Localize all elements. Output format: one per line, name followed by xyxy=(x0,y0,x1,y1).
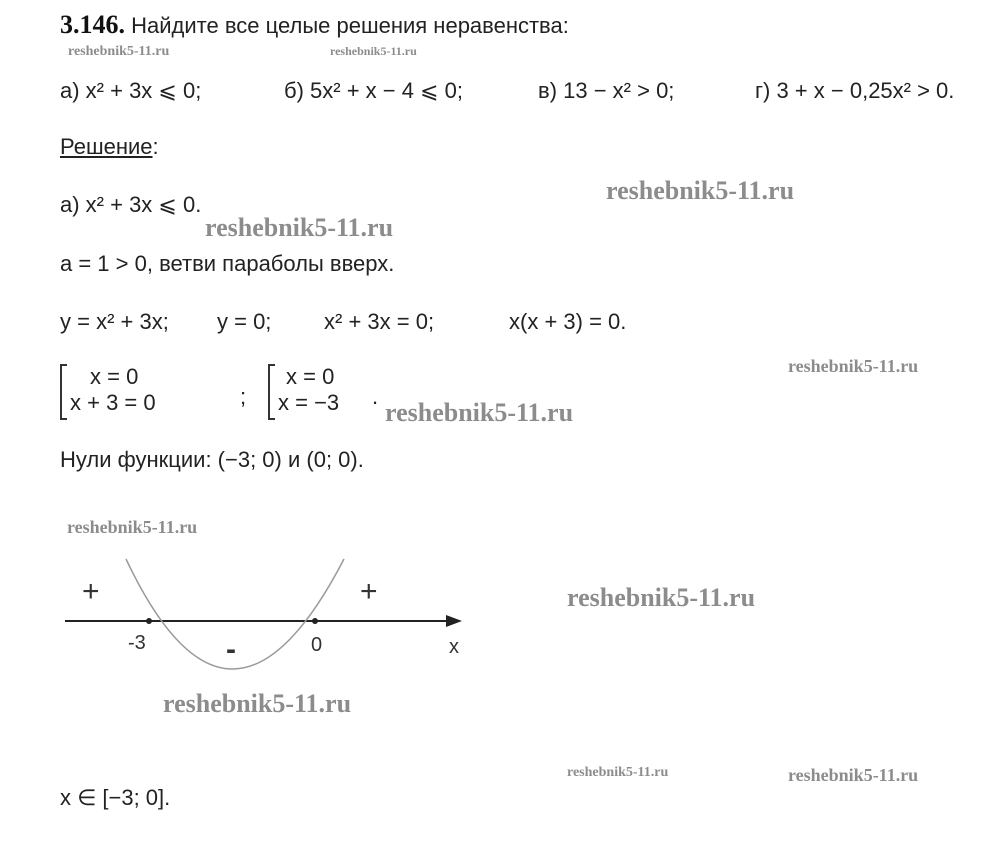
item-v xyxy=(538,80,674,102)
root-label-right: 0 xyxy=(311,634,323,656)
watermark: reshebnik5-11.ru xyxy=(67,517,198,537)
system-2-line-2: x = −3 xyxy=(278,390,340,415)
system-2-separator: . xyxy=(372,384,379,409)
x-axis-arrow-icon xyxy=(446,615,462,627)
system-2 xyxy=(268,364,388,424)
function-zeros: Нули функции: (−3; 0) и (0; 0). xyxy=(60,447,364,472)
watermark: reshebnik5-11.ru xyxy=(205,213,394,242)
solution-heading xyxy=(60,136,159,158)
watermark: reshebnik5-11.ru xyxy=(68,44,170,59)
system-2-line-1: x = 0 xyxy=(286,364,335,389)
axis-label-x: x xyxy=(449,636,459,658)
system-1 xyxy=(60,364,250,424)
root-point-left xyxy=(146,618,152,624)
watermark: reshebnik5-11.ru xyxy=(567,765,669,780)
sign-plus-right: + xyxy=(360,575,378,608)
system-1-bracket xyxy=(60,364,67,420)
item-a xyxy=(60,80,201,102)
watermark: reshebnik5-11.ru xyxy=(385,398,574,427)
item-g xyxy=(755,80,954,102)
problem-header xyxy=(60,12,569,38)
root-point-right xyxy=(312,618,318,624)
watermark: reshebnik5-11.ru xyxy=(567,583,756,612)
watermark: reshebnik5-11.ru xyxy=(330,44,417,58)
item-a-text: а) x² + 3x ⩽ 0; xyxy=(60,78,202,103)
system-1-line-2: x + 3 = 0 xyxy=(70,390,156,415)
sign-minus: - xyxy=(226,633,236,666)
item-g-text: г) 3 + x − 0,25x² > 0. xyxy=(755,78,955,103)
item-b xyxy=(284,80,463,102)
system-1-line-1: x = 0 xyxy=(90,364,139,389)
problem-statement: Найдите все целые решения неравенства: xyxy=(131,13,569,38)
parabola-graph xyxy=(60,545,480,695)
solution-heading-text: Решение xyxy=(60,134,153,159)
problem-number: 3.146. xyxy=(60,10,125,39)
item-b-text: б) 5x² + x − 4 ⩽ 0; xyxy=(284,78,463,103)
part-a-inequality: а) x² + 3x ⩽ 0. xyxy=(60,192,202,217)
equation-quadratic: x² + 3x = 0; xyxy=(324,309,435,334)
watermark: reshebnik5-11.ru xyxy=(606,176,795,205)
watermark: reshebnik5-11.ru xyxy=(788,356,919,376)
sign-plus-left: + xyxy=(82,575,100,608)
coefficient-line: a = 1 > 0, ветви параболы вверх. xyxy=(60,251,395,276)
system-1-separator: ; xyxy=(240,384,247,409)
watermark: reshebnik5-11.ru xyxy=(788,765,919,785)
solution-heading-colon: : xyxy=(152,134,159,159)
equation-y: y = x² + 3x; xyxy=(60,309,169,334)
item-v-text: в) 13 − x² > 0; xyxy=(538,78,675,103)
system-2-bracket xyxy=(268,364,275,420)
answer: x ∈ [−3; 0]. xyxy=(60,785,171,810)
watermark: reshebnik5-11.ru xyxy=(163,689,352,718)
root-label-left: -3 xyxy=(128,632,146,654)
equation-factored: x(x + 3) = 0. xyxy=(509,309,627,334)
equation-y-zero: y = 0; xyxy=(217,309,272,334)
